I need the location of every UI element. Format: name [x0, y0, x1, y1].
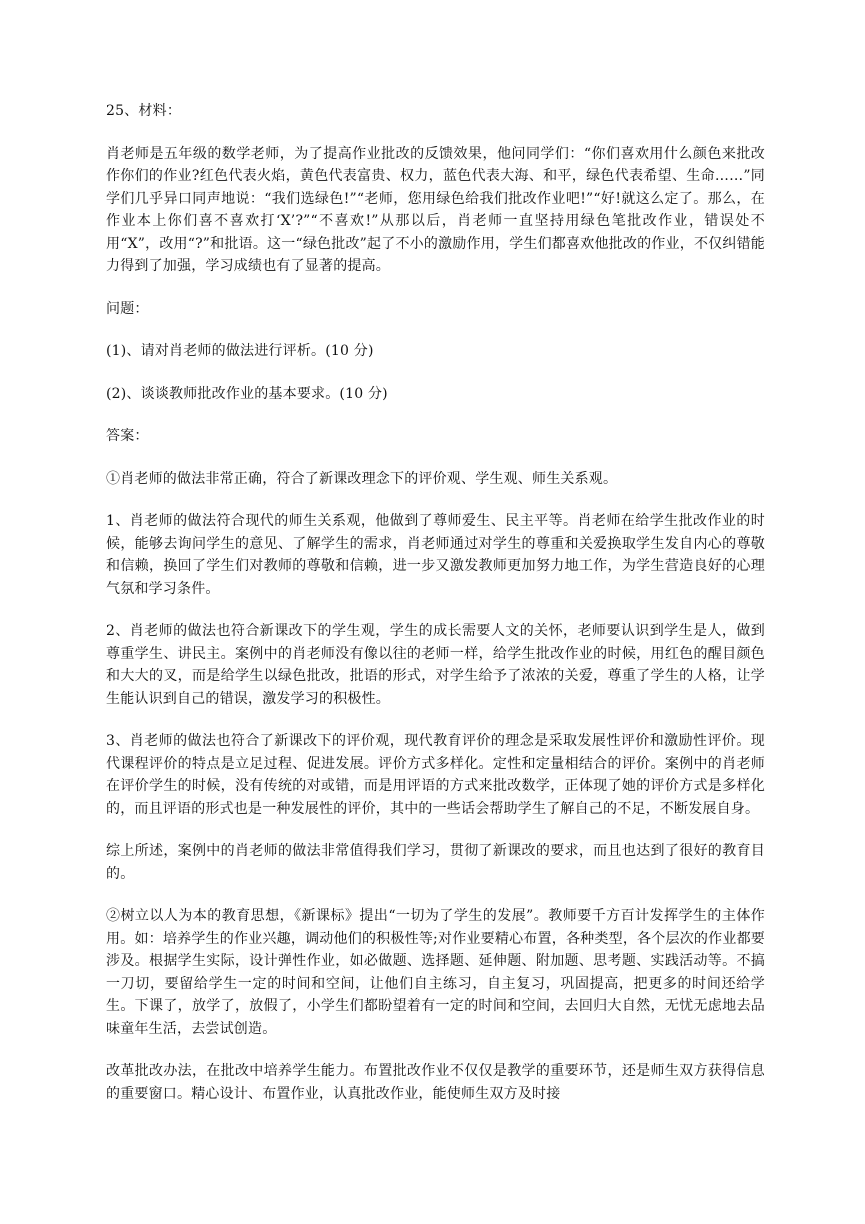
answer-heading: 答案：: [106, 428, 149, 444]
question-1: (1)、请对肖老师的做法进行评析。(10 分): [106, 343, 374, 359]
answer-2-point-1: ②树立以人为本的教育思想，《新课标》提出“一切为了学生的发展”。教师要千方百计发挥学生的主体作用。如：培养学生的作业兴趣，调动他们的积极性等;对作业要精心布置，各种类型，各个层次的作业都要涉及。根据学生实际，设计弹性作业，如必做题、选择题、延伸题、附加题、思考题、实践活动等。不搞一刀切，要留给学生一定的时间和空间，让他们自主练习，自主复习，巩固提高，把更多的时间还给学生。下课了，放学了，放假了，小学生们都盼望着有一定的时间和空间，去回归大自然，无忧无虑地去品味童年生活，去尝试创造。: [106, 908, 765, 1037]
material-paragraph: 肖老师是五年级的数学老师，为了提高作业批改的反馈效果，他问同学们：“你们喜欢用什么颜色来批改作你们的作业?红色代表火焰，黄色代表富贵、权力，蓝色代表大海、和平，绿色代表希望、生命……”同学们几乎异口同声地说：“我们选绿色!”“老师，您用绿色给我们批改作业吧!”“好!就这么定了。那么，在作业本上你们喜不喜欢打‘X’?”“不喜欢!”从那以后，肖老师一直坚持用绿色笔批改作业，错误处不用“X”，改用“?”和批语。这一“绿色批改”起了不小的激励作用，学生们都喜欢他批改的作业，不仅纠错能力得到了加强，学习成绩也有了显著的提高。: [106, 145, 765, 274]
answer-1-point-3: 3、肖老师的做法也符合了新课改下的评价观，现代教育评价的理念是采取发展性评价和激励性评价。现代课程评价的特点是立足过程、促进发展。评价方式多样化。定性和定量相结合的评价。案例中的肖老师在评价学生的时候，没有传统的对或错，而是用评语的方式来批改数学，正体现了她的评价方式是多样化的，而且评语的形式也是一种发展性的评价，其中的一些话会帮助学生了解自己的不足，不断发展自身。: [106, 733, 765, 817]
answer-1-summary: 综上所述，案例中的肖老师的做法非常值得我们学习，贯彻了新课改的要求，而且也达到了很好的教育目的。: [106, 843, 765, 882]
answer-1-intro: ①肖老师的做法非常正确，符合了新课改理念下的评价观、学生观、师生关系观。: [106, 470, 618, 487]
answer-1-point-1: 1、肖老师的做法符合现代的师生关系观，他做到了尊师爱生、民主平等。肖老师在给学生批改作业的时候，能够去询问学生的意见、了解学生的需求，肖老师通过对学生的尊重和关爱换取学生发自内心的尊敬和信赖，换回了学生们对教师的尊敬和信赖，进一步又激发教师更加努力地工作，为学生营造良好的心理气氛和学习条件。: [106, 513, 765, 597]
question-2: (2)、谈谈教师批改作业的基本要求。(10 分): [106, 385, 388, 402]
question-number-title: 25、材料：: [106, 103, 182, 119]
question-heading: 问题：: [106, 300, 149, 317]
answer-2-point-2: 改革批改办法，在批改中培养学生能力。布置批改作业不仅仅是教学的重要环节，还是师生双方获得信息的重要窗口。精心设计、布置作业，认真批改作业，能使师生双方及时接: [106, 1063, 765, 1102]
answer-1-point-2: 2、肖老师的做法也符合新课改下的学生观，学生的成长需要人文的关怀，老师要认识到学生是人，做到尊重学生、讲民主。案例中的肖老师没有像以往的老师一样，给学生批改作业的时候，用红色的醒目颜色和大大的叉，而是给学生以绿色批改，批语的形式，对学生给予了浓浓的关爱，尊重了学生的人格，让学生能认识到自己的错误，激发学习的积极性。: [106, 623, 765, 707]
